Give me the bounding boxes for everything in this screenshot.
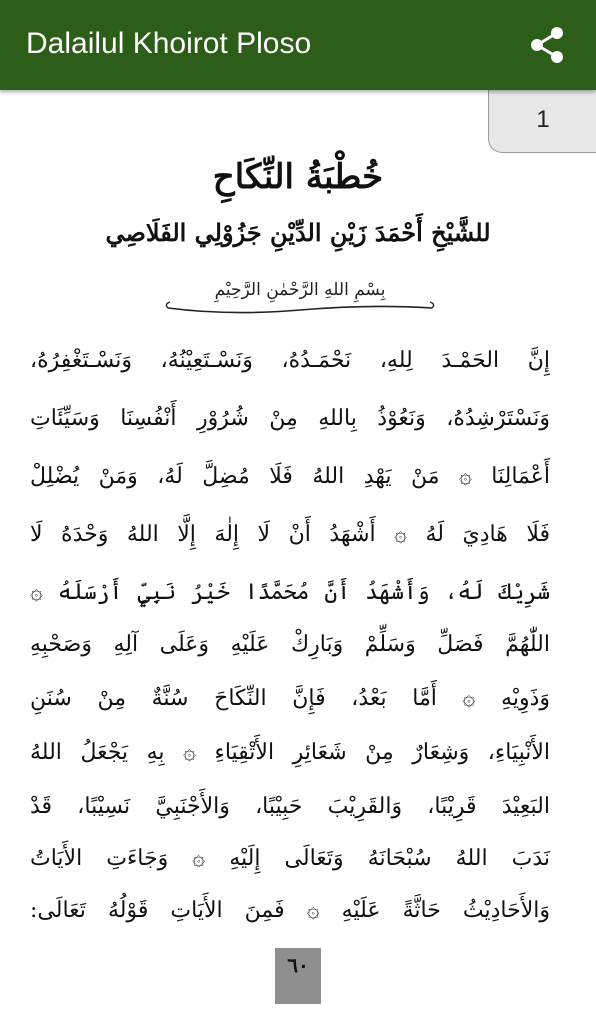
app-title: Dalailul Khoirot Ploso xyxy=(26,27,312,60)
document-title: خُطْبَةُ النِّكَاحِ xyxy=(212,157,384,197)
basmala-ornament xyxy=(160,276,440,320)
text-line: نَدَبَ اللهُ سُبْحَانَهُ وَتَعَالَى إِلَيْهِ ۞ وَجَاءَتِ الأَيَاتُ xyxy=(30,846,550,871)
page-indicator-label: 1 xyxy=(536,106,550,133)
text-line: وَذَوِيْهِ ۞ أَمَّا بَعْدُ، فَإِنَّ النِّكَاحَ سُنَّةٌ مِنْ سُنَنِ xyxy=(30,686,550,711)
page-indicator-tab[interactable] xyxy=(488,90,596,153)
document-subtitle: للشَّيْخِ أَحْمَدَ زَيْنِ الدِّيْنِ جَزُوْلِي الفَلَاصِي xyxy=(105,218,491,247)
text-line: اللّٰهُمَّ فَصَلِّ وَسَلِّمْ وَبَارِكْ عَلَيْهِ وَعَلَى آلِهِ وَصَحْبِهِ xyxy=(30,632,550,657)
share-button[interactable] xyxy=(518,16,576,74)
text-line: إِنَّ الحَمْـدَ لِلهِ، نَحْمَـدُهُ، وَنَسْـتَعِيْنُهُ، وَنَسْـتَغْفِرُهُ، xyxy=(30,348,550,373)
app-bar xyxy=(0,0,596,90)
text-line: وَالأَحَادِيْثُ حَاثَّةً عَلَيْهِ ۞ فَمِنَ الأَيَاتِ قَوْلُهُ تَعَالَى: xyxy=(30,898,550,923)
text-line: البَعِيْدَ قَرِيْبًا، وَالقَرِيْبَ حَبِيْبًا، وَالأَجْنَبِيَّ نَسِيْبًا، قَدْ xyxy=(30,794,550,819)
share-icon xyxy=(527,25,567,65)
text-line: وَنَسْتَرْشِدُهُ، وَنَعُوْذُ بِاللهِ مِنْ شُرُوْرِ أَنْفُسِنَا وَسَيِّئَاتِ xyxy=(30,406,550,431)
basmala-text: بِسْمِ اللهِ الرَّحْمٰنِ الرَّحِيْمِ xyxy=(214,280,386,300)
text-line: شَرِيْكَ لَهُ، وَأَشْهَدُ أَنَّ مُحَمَّدًا خَيْرُ نَبِيٍّ أَرْسَلَهُ ۞ xyxy=(30,580,550,605)
book-page[interactable] xyxy=(0,90,596,1014)
text-line: فَلَا هَادِيَ لَهُ ۞ أَشْهَدُ أَنْ لَا إِلٰهَ إِلَّا اللهُ وَحْدَهُ لَا xyxy=(30,522,550,547)
text-line: أَعْمَالِنَا ۞ مَنْ يَهْدِ اللهُ فَلَا مُضِلَّ لَهُ، وَمَنْ يُضْلِلْ xyxy=(30,464,550,489)
text-line: الأَنْبِيَاءِ، وَشِعَارٌ مِنْ شَعَائِرِ الأَتْقِيَاءِ ۞ بِهِ يَجْعَلُ اللهُ xyxy=(30,740,550,765)
page-number: ٦٠ xyxy=(275,948,321,1004)
